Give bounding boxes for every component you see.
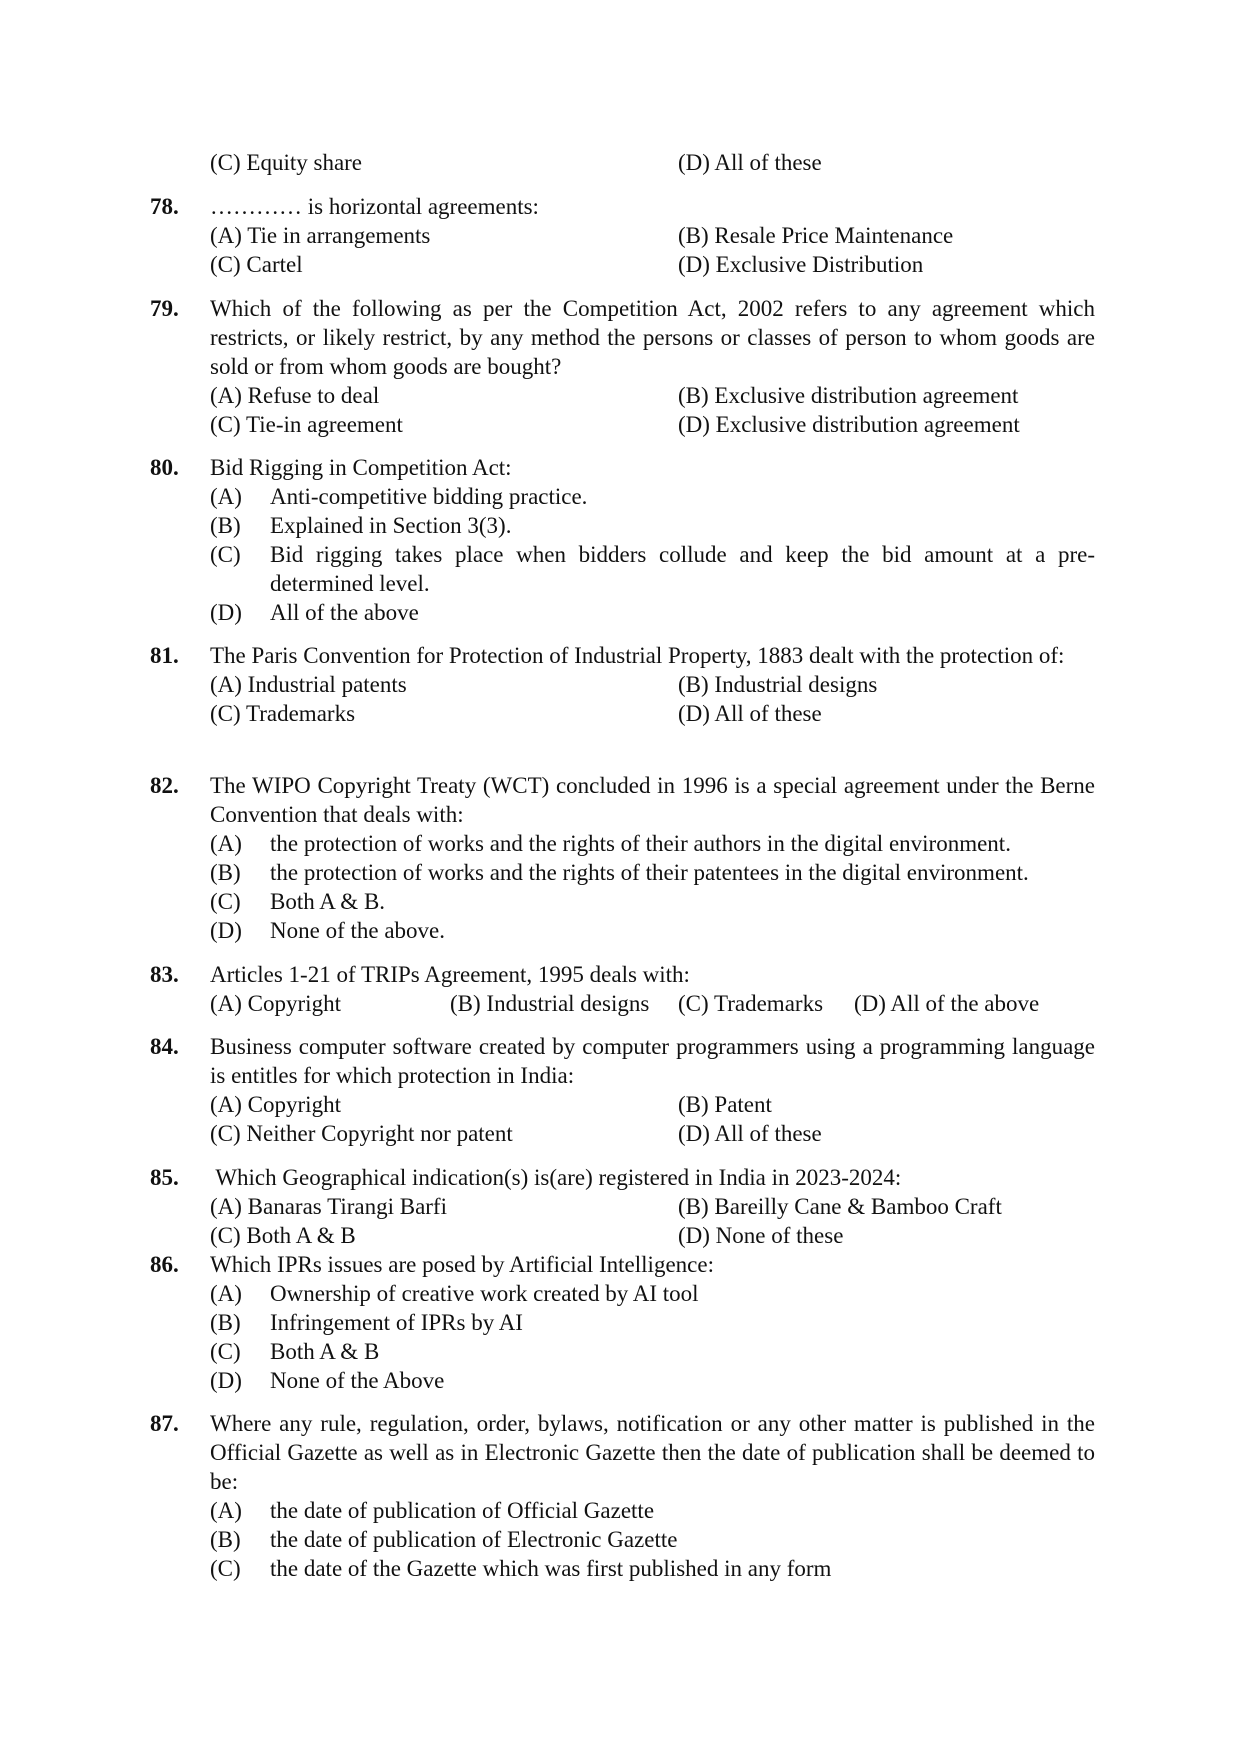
option-label: (C) <box>210 1339 241 1364</box>
option-text: Ownership of creative work created by AI tool <box>270 1281 699 1306</box>
question-stem: Articles 1-21 of TRIPs Agreement, 1995 deals with: <box>210 962 690 987</box>
question-83 <box>150 960 1095 1018</box>
option-label: (B) <box>210 860 241 885</box>
option-a <box>210 482 1095 511</box>
question-number: 83. <box>150 962 179 987</box>
question-number: 82. <box>150 773 179 798</box>
option-d <box>210 1366 1095 1395</box>
option-c: (C) Tie-in agreement <box>210 412 403 437</box>
option-text: Explained in Section 3(3). <box>270 513 512 538</box>
option-c: (C) Trademarks <box>210 701 356 726</box>
question-79 <box>150 294 1095 439</box>
option-a: (A) Copyright <box>210 991 341 1016</box>
question-stem: Bid Rigging in Competition Act: <box>210 455 512 480</box>
option-a: (A) Tie in arrangements <box>210 223 431 248</box>
option-a <box>210 1496 1095 1525</box>
option-text: the date of the Gazette which was first published in any form <box>270 1556 832 1581</box>
option-a: (A) Refuse to deal <box>210 383 380 408</box>
option-label: (A) <box>210 1498 242 1523</box>
option-label: (A) <box>210 1281 242 1306</box>
option-label: (C) <box>210 889 241 914</box>
option-b: (B) Industrial designs <box>450 991 650 1016</box>
option-text: the date of publication of Electronic Gazette <box>270 1527 678 1552</box>
question-stem: The Paris Convention for Protection of Industrial Property, 1883 dealt with the protection of: <box>210 643 1065 668</box>
question-number: 87. <box>150 1411 179 1436</box>
option-label: (C) <box>210 1556 241 1581</box>
option-c: (C) Both A & B <box>210 1223 356 1248</box>
option-b: (B) Bareilly Cane & Bamboo Craft <box>678 1194 1002 1219</box>
option-label: (A) <box>210 831 242 856</box>
option-b: (B) Resale Price Maintenance <box>678 223 954 248</box>
option-text: the protection of works and the rights of their authors in the digital environment. <box>270 831 1011 856</box>
question-number: 80. <box>150 455 179 480</box>
option-text: None of the above. <box>270 918 445 943</box>
option-text: Both A & B <box>270 1339 380 1364</box>
option-d <box>210 916 1095 945</box>
option-b <box>210 1308 1095 1337</box>
option-d: (D) None of these <box>678 1223 844 1248</box>
option-b: (B) Patent <box>678 1092 772 1117</box>
option-label: (C) <box>210 542 241 567</box>
option-label: (D) <box>210 1368 242 1393</box>
option-b: (B) Exclusive distribution agreement <box>678 383 1019 408</box>
question-number: 86. <box>150 1252 179 1277</box>
option-d <box>210 598 1095 627</box>
options-row <box>210 989 1095 1018</box>
option-label: (B) <box>210 1310 241 1335</box>
option-b <box>210 511 1095 540</box>
question-stem: Where any rule, regulation, order, bylaws, notification or any other matter is published in the Official Gazette as well as in Electronic Gazette then the date of publication shall be deemed to be: <box>210 1411 1095 1494</box>
question-84 <box>150 1032 1095 1148</box>
option-text: None of the Above <box>270 1368 445 1393</box>
question-85 <box>150 1163 1095 1250</box>
option-text: the date of publication of Official Gazette <box>270 1498 655 1523</box>
option-a: (A) Industrial patents <box>210 672 407 697</box>
options-grid <box>210 1192 1095 1250</box>
options-grid <box>210 670 1095 728</box>
options-grid <box>210 221 1095 279</box>
option-d: (D) Exclusive Distribution <box>678 252 924 277</box>
option-c: (C) Neither Copyright nor patent <box>210 1121 513 1146</box>
option-label: (B) <box>210 1527 241 1552</box>
option-d: (D) All of these <box>678 150 822 175</box>
option-text: Anti-competitive bidding practice. <box>270 484 588 509</box>
option-label: (D) <box>210 600 242 625</box>
option-d: (D) All of these <box>678 701 822 726</box>
question-80 <box>150 453 1095 627</box>
option-text: the protection of works and the rights of their patentees in the digital environment. <box>270 860 1029 885</box>
option-d: (D) Exclusive distribution agreement <box>678 412 1020 437</box>
question-81 <box>150 641 1095 728</box>
option-b <box>210 1525 1095 1554</box>
option-label: (B) <box>210 513 241 538</box>
question-stem: Business computer software created by computer programmers using a programming language is entitles for which protection in India: <box>210 1034 1095 1088</box>
question-82 <box>150 771 1095 945</box>
question-stem: Which Geographical indication(s) is(are) registered in India in 2023-2024: <box>210 1165 902 1190</box>
option-d: (D) All of the above <box>854 991 1040 1016</box>
question-number: 84. <box>150 1034 179 1059</box>
carry-over-options <box>210 148 1090 178</box>
question-number: 85. <box>150 1165 179 1190</box>
option-a <box>210 829 1095 858</box>
option-text: All of the above <box>270 600 419 625</box>
option-b <box>210 858 1095 887</box>
option-c <box>210 540 1095 598</box>
question-stem: Which IPRs issues are posed by Artificial Intelligence: <box>210 1252 714 1277</box>
question-stem: Which of the following as per the Competition Act, 2002 refers to any agreement which restricts, or likely restrict, by any method the persons or classes of person to whom goods are sold or from whom goods are bought? <box>210 296 1095 379</box>
options-grid <box>210 1090 1095 1148</box>
question-87 <box>150 1409 1095 1583</box>
question-86 <box>150 1250 1095 1395</box>
options-grid <box>210 381 1095 439</box>
option-c <box>210 1337 1095 1366</box>
option-d: (D) All of these <box>678 1121 822 1146</box>
question-stem: ………… is horizontal agreements: <box>210 194 539 219</box>
option-b: (B) Industrial designs <box>678 672 878 697</box>
option-text: Bid rigging takes place when bidders collude and keep the bid amount at a pre-determined level. <box>270 542 1095 596</box>
option-a: (A) Banaras Tirangi Barfi <box>210 1194 447 1219</box>
question-number: 78. <box>150 194 179 219</box>
option-a <box>210 1279 1095 1308</box>
option-c: (C) Equity share <box>210 150 363 175</box>
option-c: (C) Trademarks <box>678 991 824 1016</box>
question-78 <box>150 192 1095 279</box>
option-label: (A) <box>210 484 242 509</box>
question-number: 79. <box>150 296 179 321</box>
option-a: (A) Copyright <box>210 1092 341 1117</box>
option-c <box>210 887 1095 916</box>
question-stem: The WIPO Copyright Treaty (WCT) concluded in 1996 is a special agreement under the Berne Convention that deals with: <box>210 773 1095 827</box>
option-label: (D) <box>210 918 242 943</box>
question-number: 81. <box>150 643 179 668</box>
option-text: Infringement of IPRs by AI <box>270 1310 523 1335</box>
option-text: Both A & B. <box>270 889 386 914</box>
option-c: (C) Cartel <box>210 252 303 277</box>
option-c <box>210 1554 1095 1583</box>
